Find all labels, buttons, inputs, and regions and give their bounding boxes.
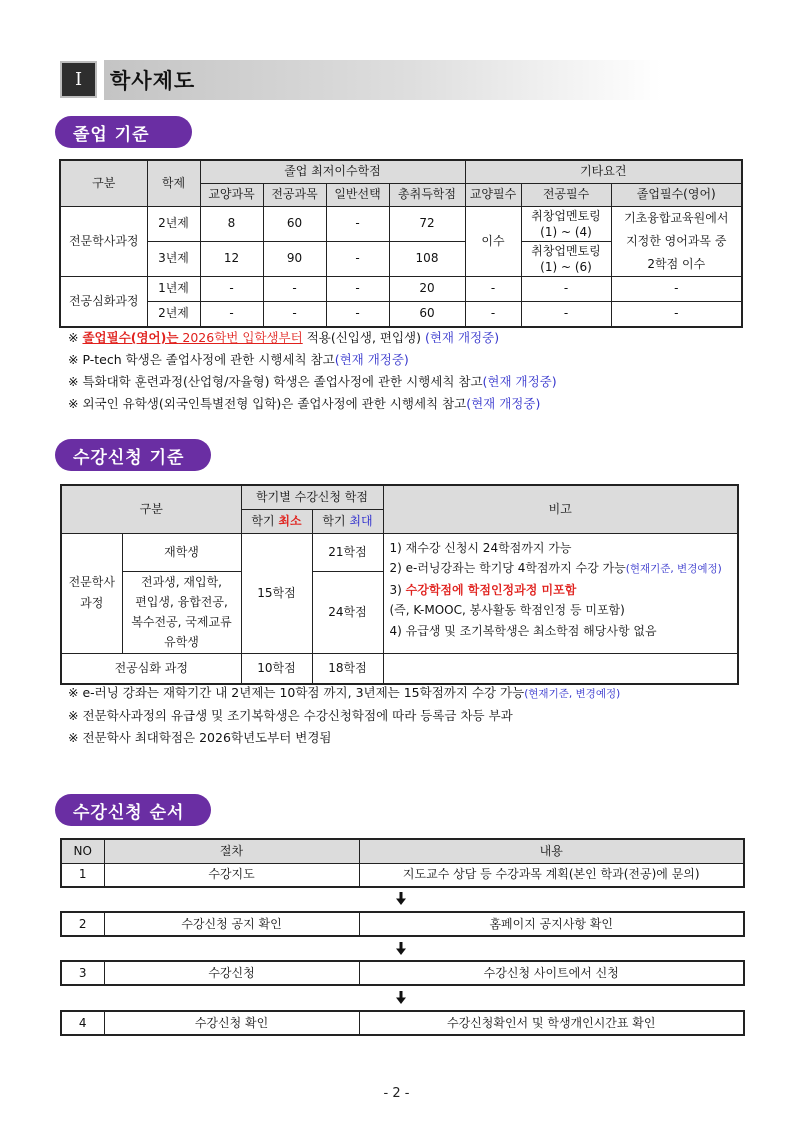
group-header-min-credits: 졸업 최저이수학점 bbox=[200, 160, 465, 183]
remark-4: 4) 유급생 및 조기복학생은 최소학점 해당사항 없음 bbox=[389, 623, 657, 638]
col-header-elective: 일반선택 bbox=[326, 183, 389, 206]
cell-elective: - bbox=[326, 276, 389, 301]
arrow-down-icon bbox=[391, 942, 411, 958]
header-row bbox=[60, 160, 742, 183]
row-subcategory-others bbox=[122, 571, 241, 653]
table-row bbox=[61, 912, 744, 936]
col-header-remarks: 비고 bbox=[383, 485, 738, 533]
col-header-min bbox=[241, 509, 312, 533]
cell-english-req bbox=[611, 206, 742, 276]
others-line: 복수전공, 국제교류 bbox=[131, 615, 232, 629]
section-title: 수강신청 기준 bbox=[73, 447, 185, 468]
max-prefix: 학기 bbox=[322, 513, 350, 528]
section-pill-registration bbox=[55, 439, 211, 471]
note-mark: ※ bbox=[68, 708, 79, 723]
cell-liberal-req: 이수 bbox=[465, 206, 521, 276]
cell-remarks bbox=[383, 533, 738, 653]
row-system: 1년제 bbox=[147, 276, 200, 301]
remark-2 bbox=[390, 558, 732, 580]
col-header-max bbox=[312, 509, 383, 533]
header-row bbox=[61, 839, 744, 863]
table-row bbox=[60, 301, 742, 327]
cell-total: 60 bbox=[389, 301, 465, 327]
note-mark: ※ bbox=[68, 330, 79, 345]
note-text: 전문학사 최대학점은 2026학년도부터 변경됨 bbox=[78, 730, 332, 745]
col-header-liberal: 교양과목 bbox=[200, 183, 263, 206]
table-row bbox=[61, 1011, 744, 1035]
cell-liberal: - bbox=[200, 276, 263, 301]
chapter-title: 학사제도 bbox=[110, 69, 196, 93]
cell-liberal: - bbox=[200, 301, 263, 327]
remark-3 bbox=[390, 580, 732, 601]
step-no: 4 bbox=[61, 1011, 104, 1035]
note-mark: ※ bbox=[68, 685, 79, 700]
remark-2-text: 2) e-러닝강좌는 학기당 4학점까지 수강 가능 bbox=[389, 561, 626, 575]
note-text: 외국인 유학생(외국인특별전형 입학)은 졸업사정에 관한 시행세칙 참고 bbox=[78, 396, 467, 411]
major-req-line2: (1) ~ (6) bbox=[540, 259, 592, 274]
note-mark: ※ bbox=[68, 396, 79, 411]
graduation-notes bbox=[68, 327, 557, 415]
step-content: 지도교수 상담 등 수강과목 계획(본인 학과(전공)에 문의) bbox=[359, 863, 744, 887]
cell-major: - bbox=[263, 301, 326, 327]
english-req-line1: 기초융합교육원에서 bbox=[624, 210, 729, 225]
col-header-english-req: 졸업필수(영어) bbox=[611, 183, 742, 206]
major-req-line1: 취창업멘토링 bbox=[531, 243, 601, 258]
section-pill-graduation bbox=[55, 116, 192, 148]
row-subcategory-enrolled: 재학생 bbox=[122, 533, 241, 571]
cell-english-req: - bbox=[611, 301, 742, 327]
remark-1: 1) 재수강 신청시 24학점까지 가능 bbox=[389, 540, 572, 555]
min-word: 최소 bbox=[278, 513, 302, 528]
table-row bbox=[61, 653, 738, 684]
note-line bbox=[68, 327, 557, 349]
col-header-major: 전공과목 bbox=[263, 183, 326, 206]
step-no: 3 bbox=[61, 961, 104, 985]
row-system: 2년제 bbox=[147, 206, 200, 241]
step-name: 수강신청 bbox=[104, 961, 359, 985]
section-pill-procedure bbox=[55, 794, 211, 826]
note-status: (현재 개정중) bbox=[334, 352, 409, 367]
cell-liberal-req: - bbox=[465, 276, 521, 301]
row-system: 2년제 bbox=[147, 301, 200, 327]
note-text: 특화대학 훈련과정(산업형/자율형) 학생은 졸업사정에 관한 시행세칙 참고 bbox=[78, 374, 483, 389]
step-content: 수강신청확인서 및 학생개인시간표 확인 bbox=[359, 1011, 744, 1035]
cell-major-req: - bbox=[521, 301, 611, 327]
others-line: 유학생 bbox=[164, 635, 199, 649]
note-text: e-러닝 강좌는 재학기간 내 2년제는 10학점 까지, 3년제는 15학점까지 수강 가능 bbox=[78, 685, 525, 700]
cell-remarks-empty bbox=[383, 653, 738, 684]
cell-major-req: - bbox=[521, 276, 611, 301]
note-text: 전문학사과정의 유급생 및 조기복학생은 수강신청학점에 따라 등록금 차등 부과 bbox=[78, 708, 513, 723]
step-no: 1 bbox=[61, 863, 104, 887]
remark-3-highlight: 수강학점에 학점인정과정 미포함 bbox=[405, 582, 577, 597]
remark-3-prefix: 3) bbox=[389, 582, 406, 597]
cell-major-req bbox=[521, 206, 611, 241]
col-header-step: 절차 bbox=[104, 839, 359, 863]
cell-total: 20 bbox=[389, 276, 465, 301]
note-line bbox=[68, 682, 620, 705]
cell-max-credits: 24학점 bbox=[312, 571, 383, 653]
note-mark: ※ bbox=[68, 374, 79, 389]
remark-2-status: (현재기준, 변경예정) bbox=[625, 563, 722, 575]
arrow-down-icon bbox=[391, 991, 411, 1007]
procedure-table-step2 bbox=[60, 911, 745, 937]
cell-liberal-req: - bbox=[465, 301, 521, 327]
cell-elective: - bbox=[326, 301, 389, 327]
section-title: 졸업 기준 bbox=[73, 124, 150, 145]
step-name: 수강신청 공지 확인 bbox=[104, 912, 359, 936]
table-row bbox=[61, 961, 744, 985]
cell-major: - bbox=[263, 276, 326, 301]
registration-notes bbox=[68, 682, 620, 749]
note-line bbox=[68, 705, 620, 727]
cell-total: 72 bbox=[389, 206, 465, 241]
note-line bbox=[68, 727, 620, 749]
note-line bbox=[68, 393, 557, 415]
note-red: 2026학번 입학생부터 bbox=[178, 330, 303, 345]
note-text: 적용(신입생, 편입생) bbox=[302, 330, 425, 345]
cell-max-credits: 21학점 bbox=[312, 533, 383, 571]
note-text: P-tech 학생은 졸업사정에 관한 시행세칙 참고 bbox=[78, 352, 335, 367]
col-header-content: 내용 bbox=[359, 839, 744, 863]
chapter-number: I bbox=[74, 69, 83, 90]
major-req-line1: 취창업멘토링 bbox=[531, 208, 601, 223]
cell-elective: - bbox=[326, 206, 389, 241]
note-line bbox=[68, 349, 557, 371]
row-category: 전공심화과정 bbox=[60, 276, 147, 327]
chapter-title-bar bbox=[104, 60, 662, 100]
row-category-associate bbox=[61, 533, 122, 653]
col-header-category: 구분 bbox=[61, 485, 241, 533]
cell-major: 90 bbox=[263, 241, 326, 276]
row-category-advanced: 전공심화 과정 bbox=[61, 653, 241, 684]
col-header-major-req: 전공필수 bbox=[521, 183, 611, 206]
english-req-line2: 지정한 영어과목 중 bbox=[626, 233, 727, 248]
cell-major-req bbox=[521, 241, 611, 276]
table-row bbox=[61, 533, 738, 571]
major-req-line2: (1) ~ (4) bbox=[540, 224, 592, 239]
procedure-table-step1 bbox=[60, 838, 745, 888]
label-line1: 전문학사 bbox=[68, 575, 115, 589]
cell-major: 60 bbox=[263, 206, 326, 241]
row-system: 3년제 bbox=[147, 241, 200, 276]
note-mark: ※ bbox=[68, 352, 79, 367]
cell-total: 108 bbox=[389, 241, 465, 276]
cell-liberal: 12 bbox=[200, 241, 263, 276]
label-line2: 과정 bbox=[80, 596, 104, 610]
col-header-liberal-req: 교양필수 bbox=[465, 183, 521, 206]
step-name: 수강신청 확인 bbox=[104, 1011, 359, 1035]
english-req-line3: 2학점 이수 bbox=[647, 256, 706, 271]
registration-table bbox=[60, 484, 739, 685]
cell-max-credits: 18학점 bbox=[312, 653, 383, 684]
note-mark: ※ bbox=[68, 730, 79, 745]
others-line: 편입생, 융합전공, bbox=[135, 595, 228, 609]
note-red-bold: 졸업필수(영어)는 bbox=[82, 330, 179, 345]
others-line: 전과생, 재입학, bbox=[141, 575, 222, 589]
step-no: 2 bbox=[61, 912, 104, 936]
min-prefix: 학기 bbox=[251, 513, 279, 528]
col-header-system: 학제 bbox=[147, 160, 200, 206]
cell-min-credits: 10학점 bbox=[241, 653, 312, 684]
step-content: 홈페이지 공지사항 확인 bbox=[359, 912, 744, 936]
page-number: - 2 - bbox=[383, 1086, 410, 1101]
procedure-table-step4 bbox=[60, 1010, 745, 1036]
table-row bbox=[60, 276, 742, 301]
group-header-credits: 학기별 수강신청 학점 bbox=[241, 485, 383, 509]
row-category: 전문학사과정 bbox=[60, 206, 147, 276]
procedure-table-step3 bbox=[60, 960, 745, 986]
cell-english-req: - bbox=[611, 276, 742, 301]
header-row bbox=[61, 485, 738, 509]
col-header-total: 총취득학점 bbox=[389, 183, 465, 206]
col-header-no: NO bbox=[61, 839, 104, 863]
note-status: (현재 개정중) bbox=[424, 330, 500, 345]
step-name: 수강지도 bbox=[104, 863, 359, 887]
cell-liberal: 8 bbox=[200, 206, 263, 241]
step-content: 수강신청 사이트에서 신청 bbox=[359, 961, 744, 985]
note-status: (현재기준, 변경예정) bbox=[524, 688, 621, 700]
table-row bbox=[60, 206, 742, 241]
cell-min-credits: 15학점 bbox=[241, 533, 312, 653]
cell-elective: - bbox=[326, 241, 389, 276]
graduation-table bbox=[59, 159, 743, 328]
table-row bbox=[61, 863, 744, 887]
remark-3-sub: (즉, K-MOOC, 봉사활동 학점인정 등 미포함) bbox=[389, 603, 625, 617]
group-header-other: 기타요건 bbox=[465, 160, 742, 183]
chapter-number-box bbox=[60, 61, 97, 98]
max-word: 최대 bbox=[349, 513, 373, 528]
note-status: (현재 개정중) bbox=[466, 396, 541, 411]
section-title: 수강신청 순서 bbox=[73, 802, 185, 823]
col-header-category: 구분 bbox=[60, 160, 147, 206]
arrow-down-icon bbox=[391, 892, 411, 908]
note-line bbox=[68, 371, 557, 393]
note-status: (현재 개정중) bbox=[482, 374, 557, 389]
